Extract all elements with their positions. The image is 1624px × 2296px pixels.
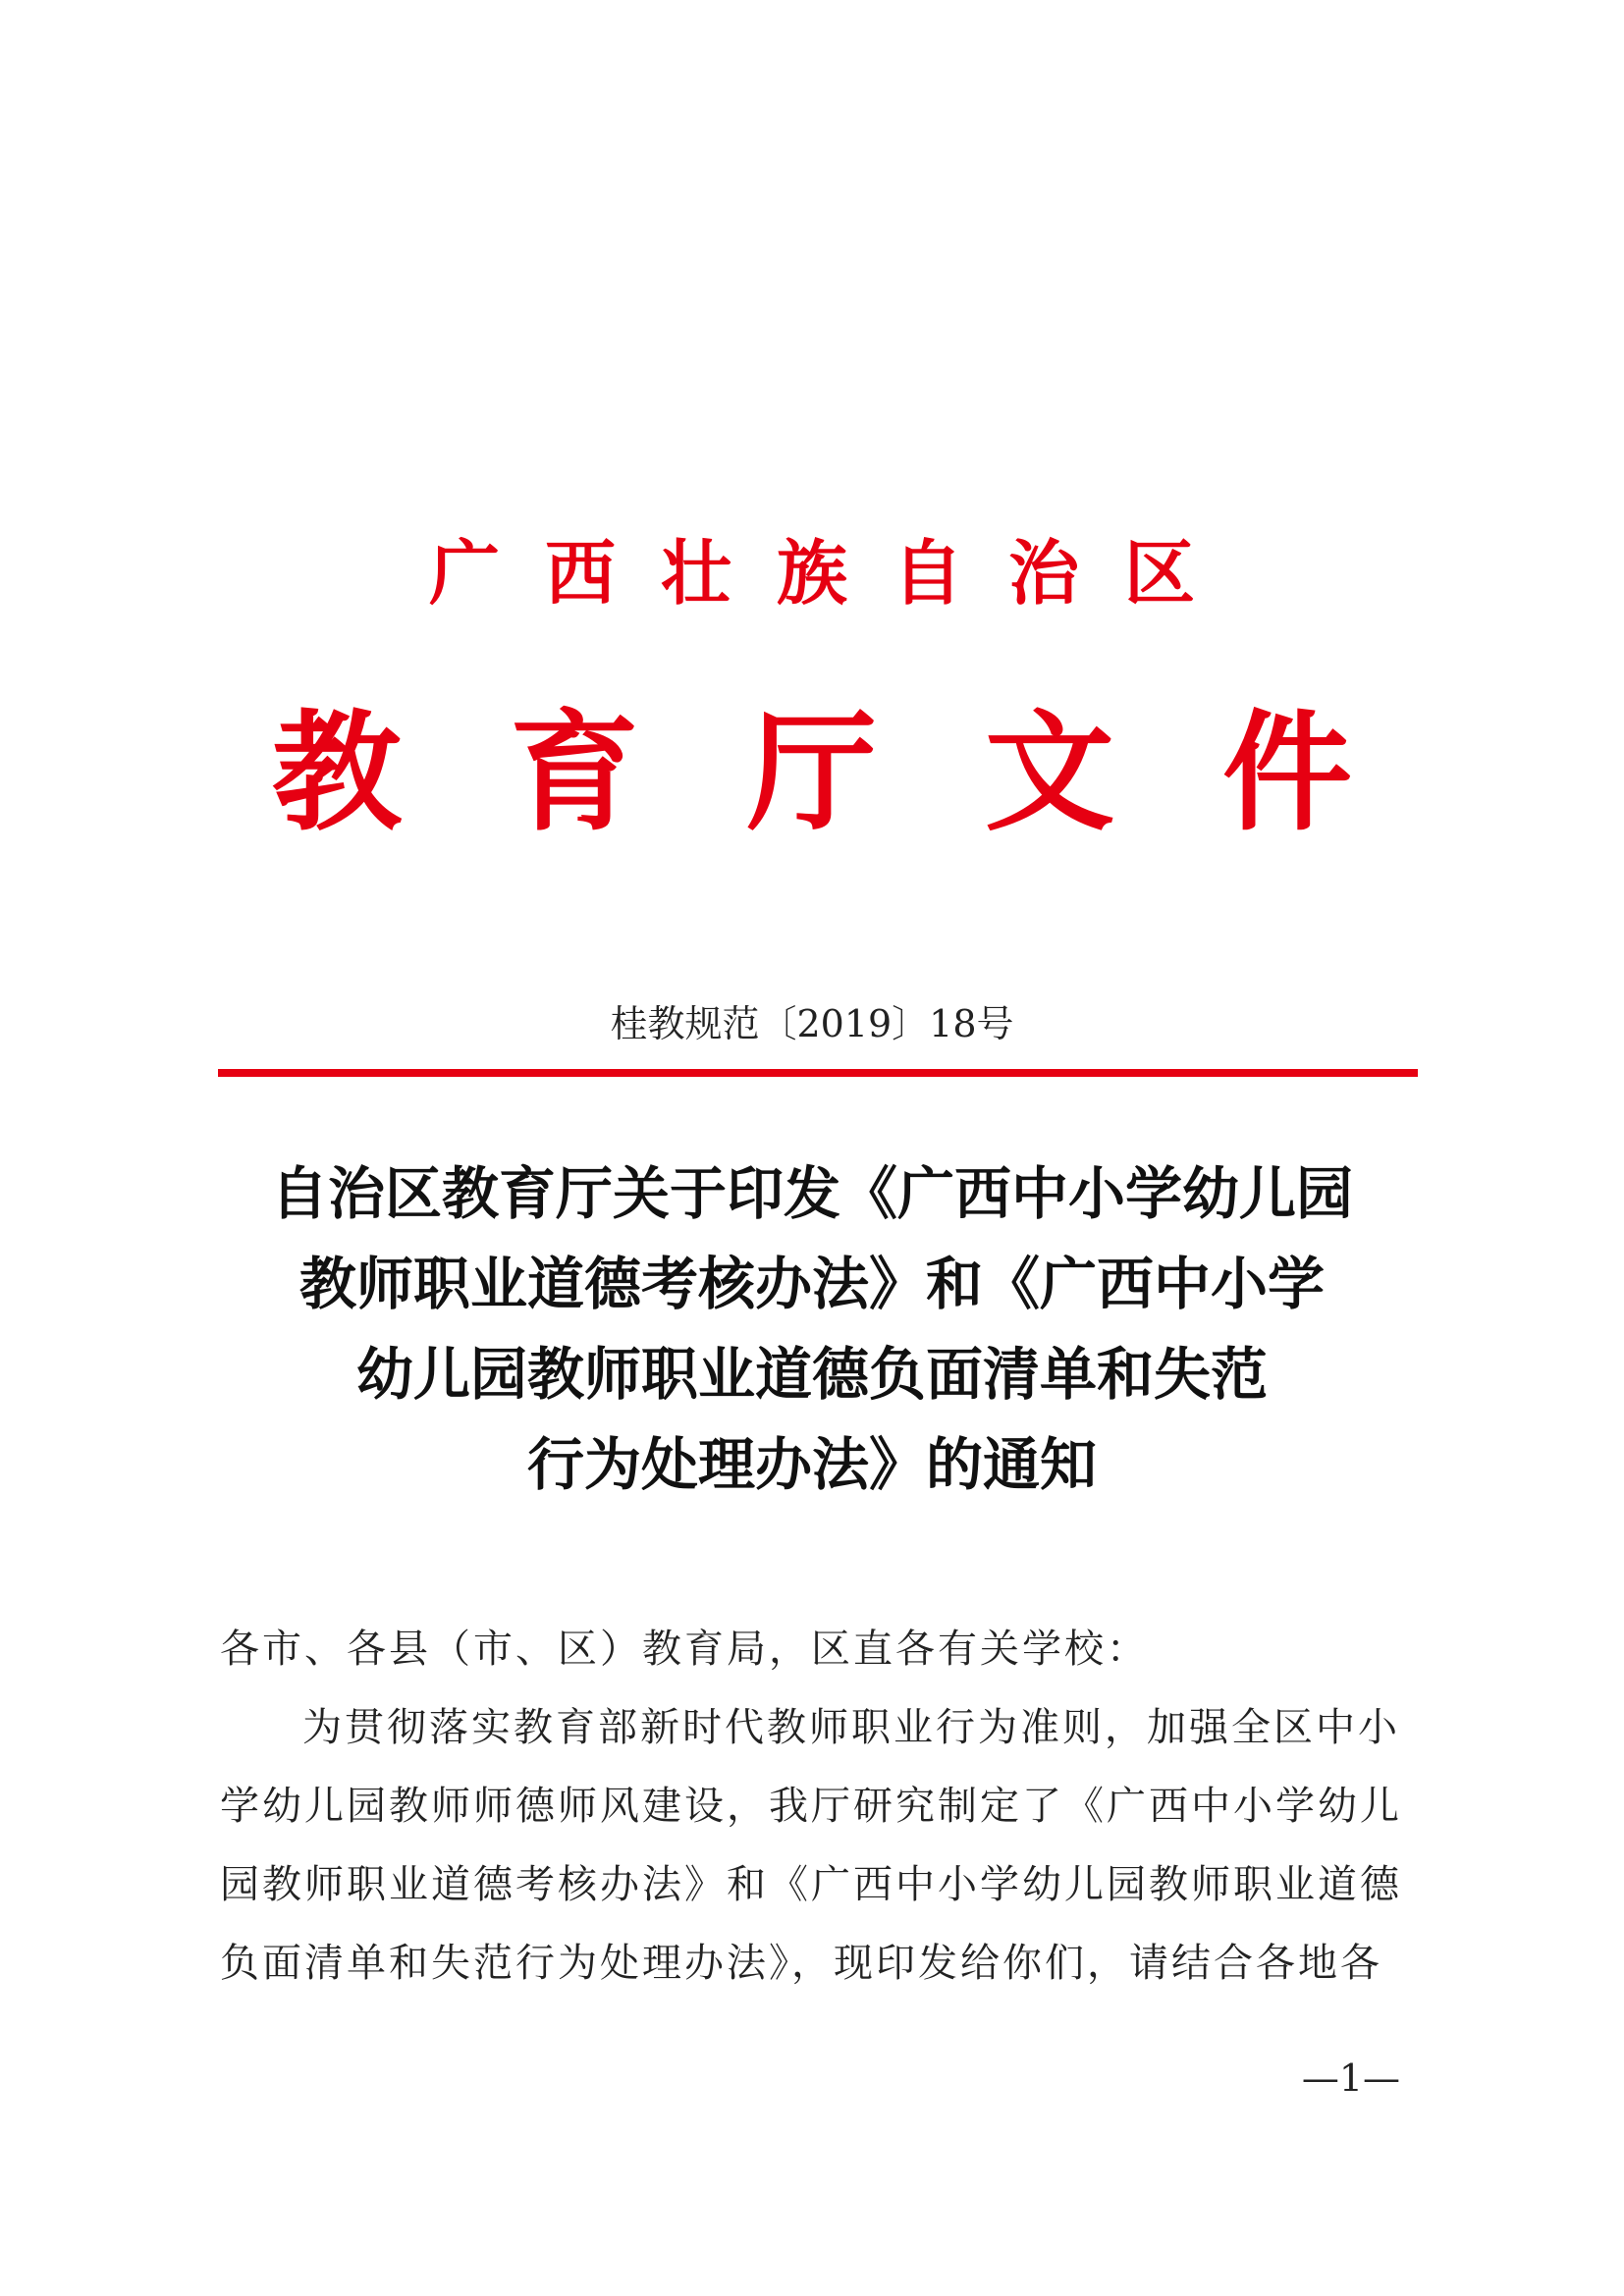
issuing-organization: 广西壮族自治区 (428, 531, 1240, 614)
notice-title-line: 自治区教育厅关于印发《广西中小学幼儿园 (270, 1160, 1353, 1227)
notice-title-line: 教师职业道德考核办法》和《广西中小学 (298, 1251, 1325, 1317)
document-number: 桂教规范〔2019〕18号 (610, 1002, 1014, 1045)
paragraph-line: 学幼儿园教师师德师风建设，我厅研究制定了《广西中小学幼儿 (220, 1784, 1402, 1829)
notice-title-line: 行为处理办法》的通知 (526, 1431, 1097, 1498)
notice-title-line: 幼儿园教师职业道德负面清单和失范 (355, 1341, 1268, 1408)
notice-title (196, 1148, 1428, 1510)
red-separator-line (218, 1069, 1418, 1077)
page-number: —1— (1301, 2056, 1400, 2100)
paragraph-line: 负面清单和失范行为处理办法》，现印发给你们，请结合各地各 (220, 1941, 1382, 1986)
salutation: 各市、各县（市、区）教育局，区直各有关学校： (220, 1627, 1149, 1672)
paragraph-line: 园教师职业道德考核办法》和《广西中小学幼儿园教师职业道德 (220, 1862, 1402, 1907)
paragraph-line: 为贯彻落实教育部新时代教师职业行为准则，加强全区中小 (302, 1705, 1400, 1750)
body-text (220, 1610, 1430, 2002)
document-type-heading: 教育厅文件 (272, 697, 1460, 849)
